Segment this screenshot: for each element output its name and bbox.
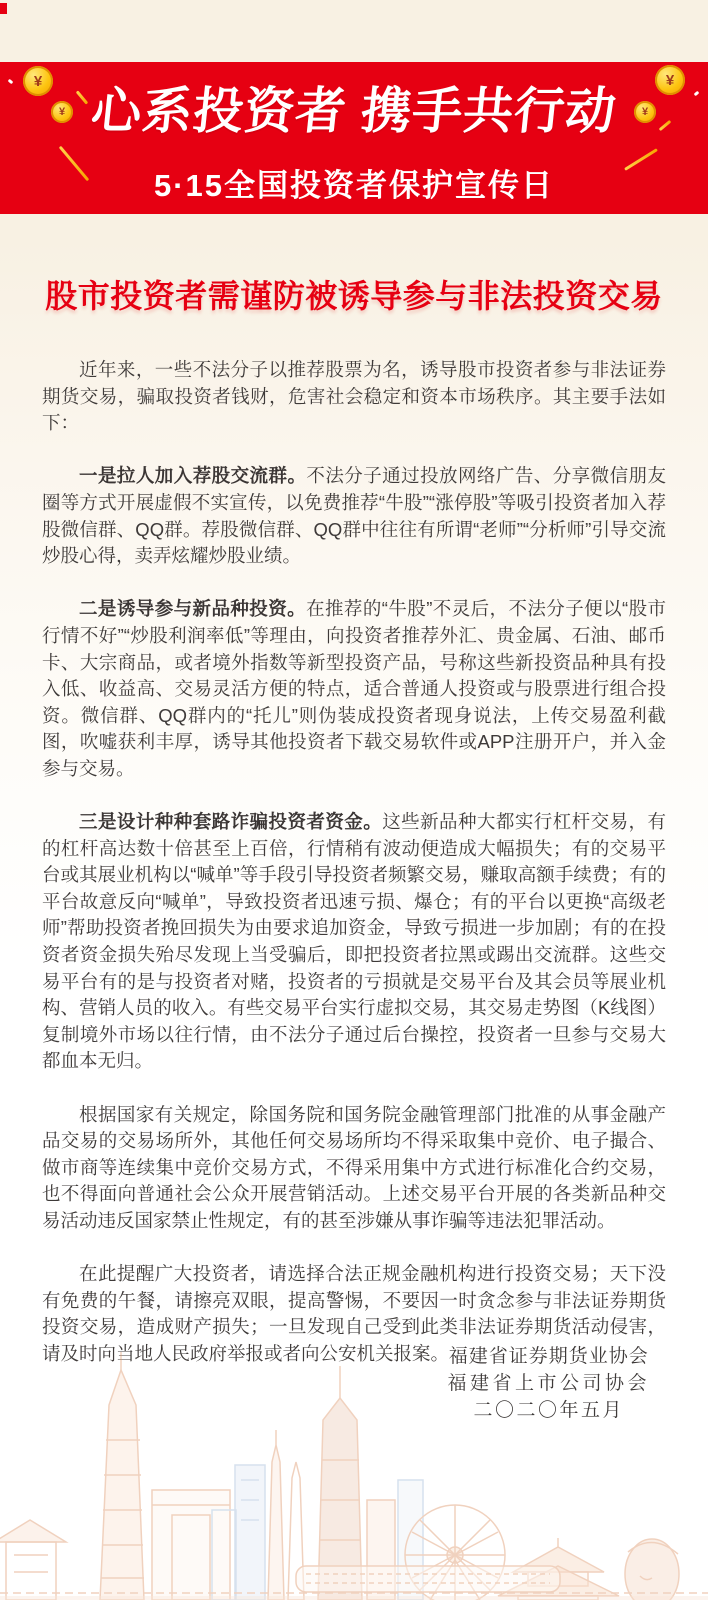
signature-line-association-1: 福建省证券期货业协会 [448,1346,649,1367]
sparkle-streak-icon [624,148,658,171]
paragraph-lead: 一是拉人加入荐股交流群。 [79,465,307,487]
gold-coin-icon [23,66,53,96]
sparkle-streak-icon [659,120,672,131]
gold-coin-icon [655,65,685,95]
article-title: 股市投资者需谨防被诱导参与非法投资交易 [45,278,663,314]
signature-line-association-2: 福建省上市公司协会 [447,1373,650,1394]
paragraph-regulation [42,1102,666,1235]
paragraph-lead: 二是诱导参与新品种投资。 [79,598,307,620]
tower-with-antenna-icon [318,1366,362,1600]
paragraph-text: 这些新品种大都实行杠杆交易，有的杠杆高达数十倍甚至上百倍，行情稍有波动便造成大幅损失；有的交易平台或其展业机构以“喊单”等手段引导投资者频繁交易，赚取高额手续费；有的平台故意反向“喊单”，导致投资者迅速亏损、爆仓；有的平台以更换“高级老师”帮助投资者挽回损失为由要求追加资金，导致亏损进一步加剧；有的在投资者资金损失殆尽发现上当受骗后，即把投资者拉黑或踢出交流群。这些交易平台有的是与投资者对赌，投资者的亏损就是交易平台及其会员等展业机构、营销人员的收入。有些交易平台实行虚拟交易，其交易走势图（K线图）复制境外市场以往行情，由不法分子通过后台操控，投资者一旦参与交易大都血本无归。 [42,811,666,1072]
city-skyline-watermark [0,1350,708,1600]
gold-coin-icon [51,101,73,123]
signature-line-date: 二〇二〇年五月 [473,1400,624,1421]
paragraph-text: 近年来，一些不法分子以推荐股票为名，诱导股市投资者参与非法证券期货交易，骗取投资者钱财，危害社会稳定和资本市场秩序。其主要手法如下： [42,359,666,434]
yuan-symbol: ¥ [665,71,675,89]
corner-artifact [0,3,7,14]
paragraph-intro [42,357,666,437]
banner-subtitle: 5·15全国投资者保护宣传日 [153,168,555,203]
paragraph-text: 在此提醒广大投资者，请选择合法正规金融机构进行投资交易；天下没有免费的午餐，请擦亮双眼，提高警惕，不要因一时贪念参与非法证券期货投资交易，造成财产损失；一旦发现自己受到此类非法证券期货活动侵害，请及时向当地人民政府举报或者向公安机关报案。 [42,1263,666,1364]
paragraph-method-2 [42,596,666,782]
skyscraper-icon [100,1352,144,1600]
temple-gate-icon [0,1520,66,1600]
statue-face-icon [625,1539,679,1600]
article-body [42,357,666,1394]
paragraph-lead: 三是设计种种套路诈骗投资者资金。 [79,811,383,833]
yuan-symbol: ¥ [58,106,66,118]
paragraph-text: 在推荐的“牛股”不灵后，不法分子便以“股市行情不好”“炒股利润率低”等理由，向投资者推荐外汇、贵金属、石油、邮币卡、大宗商品，或者境外指数等新型投资产品，号称这些新投资品种具有投入低、收益高、交易灵活方便的特点，适合普通人投资或与股票进行组合投资。微信群、QQ群内的“托儿”则伪装成投资者现身说法，上传交易盈利截图，吹嘘获利丰厚，诱导其他投资者下载交易软件或APP注册开户，并入金参与交易。 [42,598,666,779]
yuan-symbol: ¥ [33,72,43,90]
paragraph-method-3 [42,809,666,1075]
arch-building-icon [152,1490,230,1600]
sparkle-dot-icon [694,91,700,97]
sparkle-dot-icon [8,79,14,85]
paragraph-text: 根据国家有关规定，除国务院和国务院金融管理部门批准的从事金融产品交易的交易场所外，其他任何交易场所均不得采取集中竞价、电子撮合、做市商等连续集中竞价交易方式，不得采用集中方式进行标准化合约交易，也不得面向普通社会公众开展营销活动。上述交易平台开展的各类新品种交易活动违反国家禁止性规定，有的甚至涉嫌从事诈骗等违法犯罪活动。 [42,1103,666,1231]
convention-center-icon [296,1566,560,1592]
gold-coin-icon [634,101,656,123]
paragraph-method-1 [42,463,666,569]
yuan-symbol: ¥ [641,106,649,118]
sparkle-streak-icon [76,90,89,104]
paragraph-text: 不法分子通过投放网络广告、分享微信朋友圈等方式开展虚假不实宣传，以免费推荐“牛股”“涨停股”等吸引投资者加入荐股微信群、QQ群。荐股微信群、QQ群中往往有所谓“老师”“分析师”引导交流炒股心得，卖弄炫耀炒股业绩。 [42,465,666,567]
banner-title: 心系投资者 携手共行动 [88,83,619,139]
banner [0,62,708,214]
sparkle-streak-icon [59,146,90,182]
